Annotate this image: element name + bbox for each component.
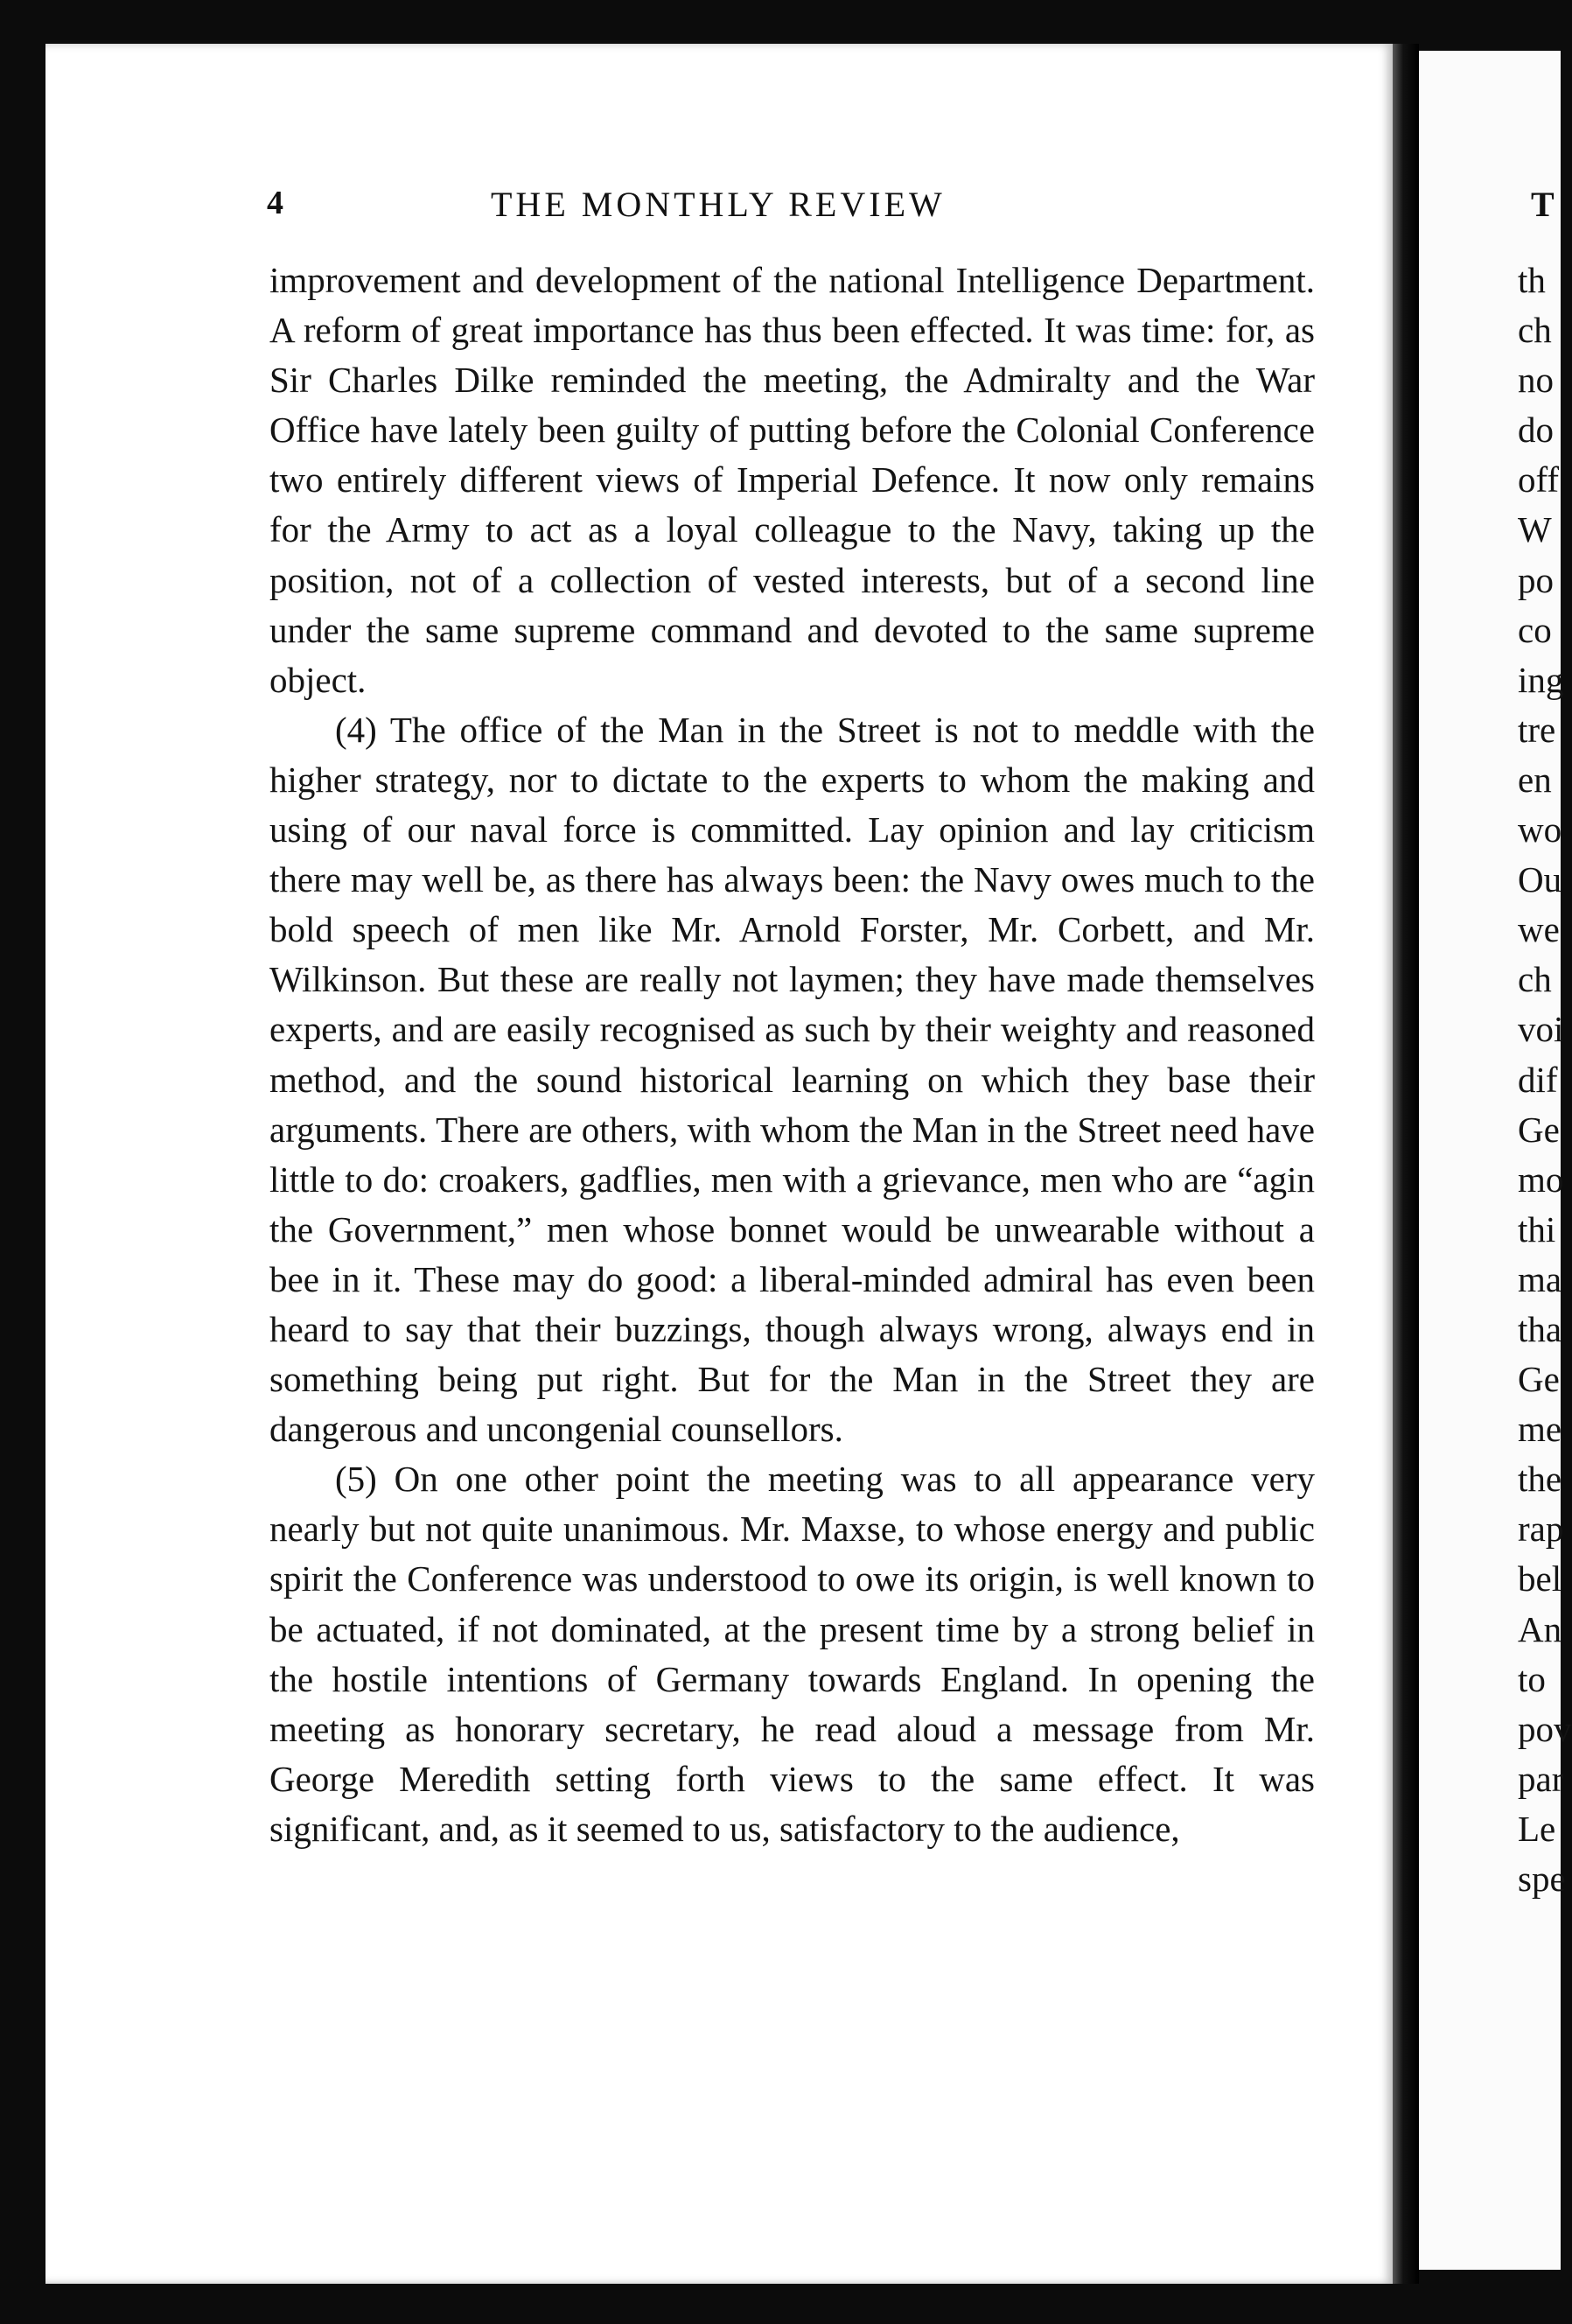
facing-page-line-fragment: tre [1518,709,1556,750]
facing-page-line-fragment: co [1518,609,1552,650]
facing-page-line-fragment: en [1518,759,1552,800]
facing-page-line-fragment: to [1518,1658,1546,1699]
facing-page-line-fragment: we [1518,909,1560,950]
facing-page-line-fragment: Ou [1518,859,1562,900]
page-header [267,184,1317,236]
facing-page-line-fragment: Ge [1518,1359,1560,1400]
facing-page-line-fragment: par [1518,1758,1564,1799]
facing-page-line-fragment: dif [1518,1059,1558,1100]
facing-page-line-fragment: po [1518,559,1554,600]
facing-page-line-fragment: no [1518,360,1554,401]
paragraph-3: (5) On one other point the meeting was to all appearance very nearly but not quite unanimous. Mr. Maxse, to whose energy and public spirit the Conference was understood to owe its origin, is well known to be actuated, if not dominated, at the present time by a strong belief in the hostile intentions of Germany towards England. In opening the meeting as honorary secretary, he read aloud a message from Mr. George Meredith setting forth views to the same effect. It was significant, and, as it seemed to us, satisfactory to the audience, [269,1459,1315,1849]
paragraph-2: (4) The office of the Man in the Street is not to meddle with the higher strategy, nor to dictate to the experts to whom the making and using of our naval force is committed. Lay opinion and lay criticism there may well be, as there has always been: the Navy owes much to the bold speech of men like Mr. Arnold Forster, Mr. Corbett, and Mr. Wilkinson. But these are really not laymen; they have made themselves experts, and are easily recognised as such by their weighty and reasoned method, and the sound historical learning on which they base their arguments. There are others, with whom the Man in the Street need have little to do: croakers, gadflies, men with a grievance, men who are “agin the Government,” men whose bonnet would be unwearable without a bee in it. These may do good: a liberal-minded admiral has even been heard to say that their buzzings, though always wrong, always end in something being put right. But for the Man in the Street they are dangerous and uncongenial counsellors. [269,709,1315,1450]
facing-page-line-fragment: An [1518,1608,1562,1649]
facing-page-line-fragment: off [1518,459,1560,500]
facing-page-line-fragment: bel [1518,1558,1562,1600]
facing-page-line-fragment: spe [1518,1858,1566,1899]
facing-page-line-fragment: ch [1518,310,1552,351]
facing-page-line-fragment: me [1518,1409,1562,1450]
page-number: 4 [267,185,283,221]
body-text [269,256,1315,1854]
facing-page-line-fragment: pov [1518,1708,1572,1749]
facing-page-line-fragment: the [1518,1459,1562,1500]
facing-page-line-fragment: tha [1518,1308,1562,1349]
facing-page-line-fragment: thi [1518,1208,1556,1250]
facing-page-line-fragment: wo [1518,809,1562,850]
facing-page-header-fragment: T [1531,185,1555,224]
facing-page-line-fragment: voi [1518,1009,1564,1050]
facing-page-line-fragment: Ge [1518,1109,1560,1150]
facing-page-line-fragment: ing [1518,659,1564,700]
facing-page-line-fragment: mo [1518,1158,1564,1200]
facing-page-line-fragment: Le [1518,1808,1556,1849]
facing-page-line-fragment: th [1518,260,1546,300]
paragraph-1: improvement and development of the national Intelligence Department. A reform of great importance has thus been effected. It was time: for, as Sir Charles Dilke reminded the meeting, the Admiralty and the War Office have lately been guilty of putting before the Colonial Conference two entirely different views of Imperial Defence. It now only remains for the Army to act as a loyal colleague to the Navy, taking up the position, not of a collection of vested interests, but of a second line under the same supreme command and devoted to the same supreme object. [269,260,1315,700]
facing-page-line-fragment: rap [1518,1508,1564,1550]
book-gutter [1393,44,1419,2284]
facing-page-line-fragment: ma [1518,1258,1562,1299]
facing-page-line-fragment: W [1518,509,1552,550]
running-head: THE MONTHLY REVIEW [491,185,946,224]
facing-page-text-fragments [1518,256,1570,1904]
facing-page-line-fragment: ch [1518,959,1552,1000]
facing-page-line-fragment: do [1518,410,1554,451]
